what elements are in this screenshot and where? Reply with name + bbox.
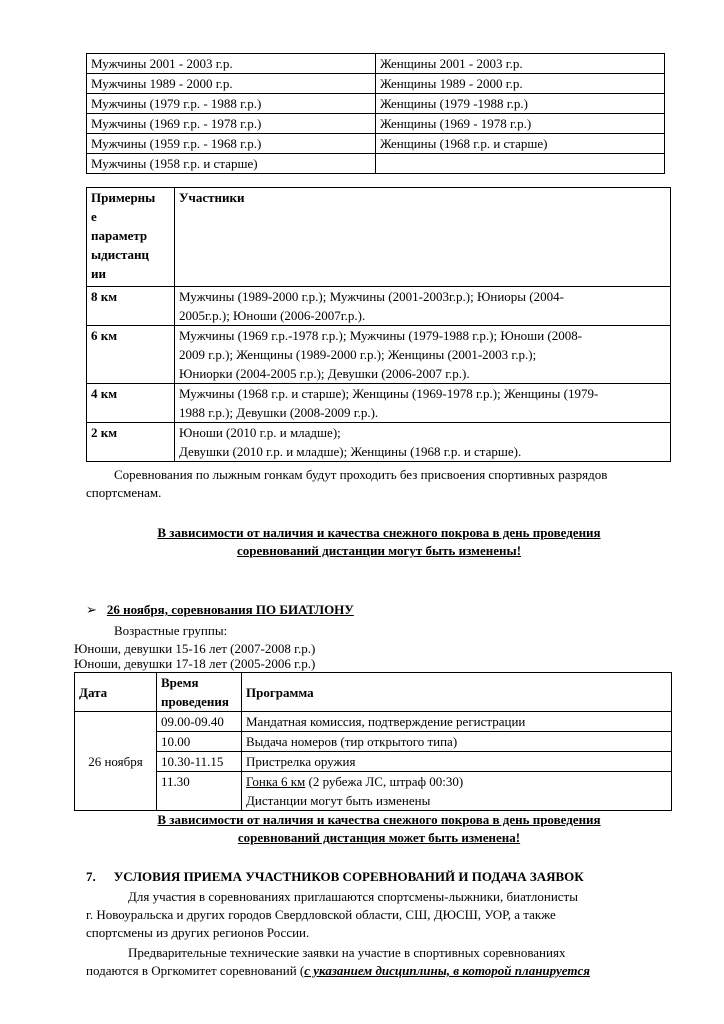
arrow-bullet-icon: ➢ — [86, 602, 97, 617]
table-row — [87, 287, 671, 326]
cell-line: Мужчины (1969 г.р.-1978 г.р.); Мужчины (1979-1988 г.р.); Юноши (2008- — [179, 328, 583, 343]
table-header-row — [87, 188, 671, 287]
program-cell: Мандатная комиссия, подтверждение регистрации — [242, 712, 672, 732]
table-cell: Мужчины (1958 г.р. и старше) — [87, 154, 376, 174]
distance-cell: 2 км — [87, 423, 175, 462]
table-cell: Женщины (1969 - 1978 г.р.) — [376, 114, 665, 134]
section-paragraph — [86, 944, 672, 980]
note-line: спортсменам. — [86, 485, 162, 500]
participants-cell — [175, 287, 671, 326]
program-cell: Выдача номеров (тир открытого типа) — [242, 732, 672, 752]
note-line: Соревнования по лыжным гонкам будут проходить без присвоения спортивных разрядов — [114, 467, 608, 482]
table-row — [87, 54, 665, 74]
time-header — [157, 673, 242, 712]
cell-line: 2009 г.р.); Женщины (1989-2000 г.р.); Женщины (2001-2003 г.р.); — [179, 347, 537, 362]
warning-line: соревнований дистанции могут быть изменены! — [236, 543, 522, 558]
header-line: Примерны — [91, 190, 156, 205]
table-cell: Мужчины 1989 - 2000 г.р. — [87, 74, 376, 94]
table-cell: Мужчины 2001 - 2003 г.р. — [87, 54, 376, 74]
age-group-line: Юноши, девушки 17-18 лет (2005-2006 г.р.) — [74, 656, 316, 671]
table-row — [87, 423, 671, 462]
biathlon-heading — [86, 601, 354, 619]
warning-notice — [86, 524, 672, 560]
warning-notice — [86, 811, 672, 847]
table-cell: Женщины 2001 - 2003 г.р. — [376, 54, 665, 74]
participants-cell — [175, 326, 671, 384]
table-cell: Мужчины (1959 г.р. - 1968 г.р.) — [87, 134, 376, 154]
section-number: 7. — [86, 869, 96, 884]
table-cell: Мужчины (1979 г.р. - 1988 г.р.) — [87, 94, 376, 114]
paragraph-line: спортсмены из других регионов России. — [86, 925, 310, 940]
participants-cell — [175, 384, 671, 423]
ski-note — [86, 466, 672, 502]
table-row — [87, 114, 665, 134]
header-line: ыдистанц — [91, 247, 150, 262]
date-cell: 26 ноября — [75, 712, 157, 811]
program-cell: Пристрелка оружия — [242, 752, 672, 772]
section-paragraph — [86, 888, 672, 942]
table-cell — [376, 154, 665, 174]
age-group-line: Юноши, девушки 15-16 лет (2007-2008 г.р.) — [74, 641, 316, 656]
biathlon-title: 26 ноября, соревнования ПО БИАТЛОНУ — [106, 602, 354, 617]
table-row — [75, 712, 672, 732]
paragraph-line — [86, 962, 672, 980]
cell-line: 1988 г.р.); Девушки (2008-2009 г.р.). — [179, 405, 379, 420]
header-line: ии — [91, 266, 106, 281]
program-header: Программа — [242, 673, 672, 712]
table-cell: Женщины (1979 -1988 г.р.) — [376, 94, 665, 114]
emphasis-text: с указанием дисциплины, в которой планируется — [304, 963, 590, 978]
warning-line: В зависимости от наличия и качества снежного покрова в день проведения — [157, 812, 601, 827]
section-title: УСЛОВИЯ ПРИЕМА УЧАСТНИКОВ СОРЕВНОВАНИЙ И ПОДАЧА ЗАЯВОК — [113, 869, 584, 884]
section-heading — [86, 868, 584, 886]
table-cell: Женщины (1968 г.р. и старше) — [376, 134, 665, 154]
age-groups-label: Возрастные группы: — [114, 623, 228, 638]
table-cell: Женщины 1989 - 2000 г.р. — [376, 74, 665, 94]
table-row — [75, 772, 672, 811]
header-line: е — [91, 209, 97, 224]
table-row — [87, 384, 671, 423]
table-row — [87, 154, 665, 174]
participants-cell — [175, 423, 671, 462]
distance-cell: 8 км — [87, 287, 175, 326]
biathlon-schedule-table — [74, 672, 672, 811]
program-cell — [242, 772, 672, 811]
cell-line: Мужчины (1989-2000 г.р.); Мужчины (2001-2003г.р.); Юниоры (2004- — [179, 289, 564, 304]
race-note: Дистанции могут быть изменены — [246, 793, 431, 808]
cell-line: Юноши (2010 г.р. и младше); — [179, 425, 341, 440]
paragraph-text: подаются в Оргкомитет соревнований ( — [86, 963, 305, 978]
paragraph-line: Для участия в соревнованиях приглашаются спортсмены-лыжники, биатлонисты — [128, 889, 578, 904]
distances-table — [86, 187, 671, 462]
table-row — [87, 326, 671, 384]
time-cell: 10.00 — [157, 732, 242, 752]
distance-cell: 4 км — [87, 384, 175, 423]
header-line: проведения — [161, 694, 229, 709]
time-cell: 11.30 — [157, 772, 242, 811]
header-line: Время — [161, 675, 199, 690]
date-header: Дата — [75, 673, 157, 712]
table-row — [87, 134, 665, 154]
warning-line: соревнований дистанция может быть изменена! — [237, 830, 521, 845]
participants-header-cell: Участники — [175, 188, 671, 287]
table-row — [87, 74, 665, 94]
cell-line: Мужчины (1968 г.р. и старше); Женщины (1969-1978 г.р.); Женщины (1979- — [179, 386, 599, 401]
distance-cell: 6 км — [87, 326, 175, 384]
cell-line: 2005г.р.); Юноши (2006-2007г.р.). — [179, 308, 366, 323]
time-cell: 09.00-09.40 — [157, 712, 242, 732]
table-row — [87, 94, 665, 114]
table-header-row — [75, 673, 672, 712]
table-row — [75, 732, 672, 752]
paragraph-line: г. Новоуральска и других городов Свердловской области, СШ, ДЮСШ, УОР, а также — [86, 907, 556, 922]
cell-line: Девушки (2010 г.р. и младше); Женщины (1968 г.р. и старше). — [179, 444, 522, 459]
distance-header-cell — [87, 188, 175, 287]
time-cell: 10.30-11.15 — [157, 752, 242, 772]
age-groups-table — [86, 53, 665, 174]
paragraph-line: Предварительные технические заявки на участие в спортивных соревнованиях — [128, 945, 566, 960]
table-row — [75, 752, 672, 772]
warning-line: В зависимости от наличия и качества снежного покрова в день проведения — [157, 525, 601, 540]
race-link[interactable]: Гонка 6 км — [246, 774, 306, 789]
race-details: (2 рубежа ЛС, штраф 00:30) — [305, 774, 464, 789]
table-cell: Мужчины (1969 г.р. - 1978 г.р.) — [87, 114, 376, 134]
cell-line: Юниорки (2004-2005 г.р.); Девушки (2006-2007 г.р.). — [179, 366, 470, 381]
header-line: параметр — [91, 228, 148, 243]
